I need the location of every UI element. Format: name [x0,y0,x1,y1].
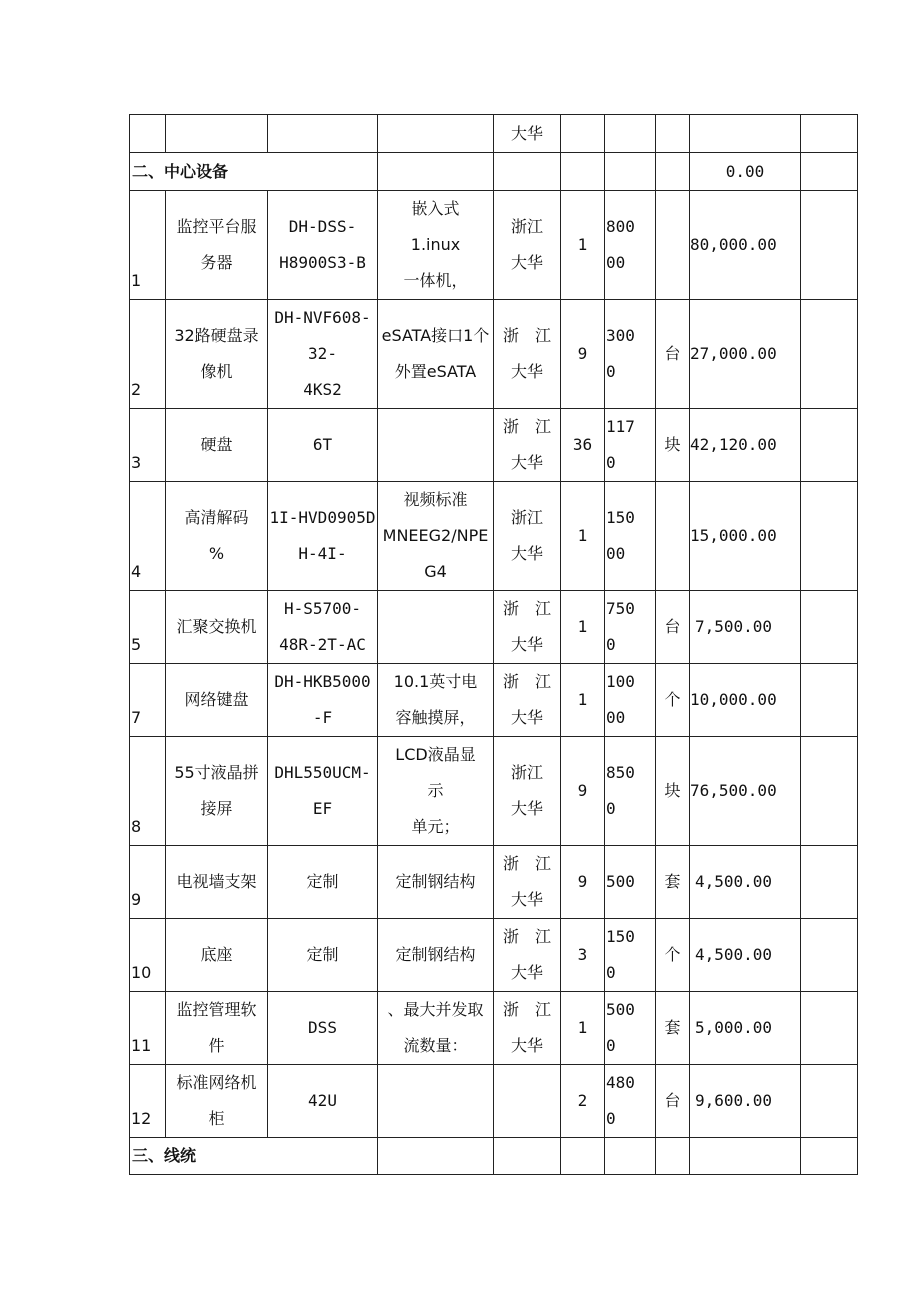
item-price-line: 117 [606,417,635,436]
item-brand-line: 浙江 [510,763,543,782]
row-index: 10 [130,919,166,992]
item-price-line: 0 [606,1036,616,1055]
item-price-line: 150 [606,508,635,527]
item-spec-line: 单元； [411,817,460,836]
item-spec-line: G4 [424,562,447,581]
item-model-line: H-S5700-48R-2T-AC [279,599,366,654]
section-header-row [130,153,858,191]
item-model-line: DHL550UCM- [274,763,371,782]
item-brand-line: 浙 江 [502,417,551,436]
item-price [605,409,656,482]
item-brand-line: 大华 [510,708,543,727]
item-spec [378,409,494,482]
item-brand-line: 浙 江 [502,854,551,873]
table-row [130,482,858,591]
item-note [801,919,858,992]
item-brand [494,300,561,409]
item-name-line: 高清解码 [184,508,249,527]
item-brand-line: 大华 [510,453,543,472]
table-row [130,300,858,409]
item-price-line: 0 [606,635,616,654]
item-amount: 10,000.00 [690,664,801,737]
item-model-line: 6T [312,435,333,454]
item-price [605,300,656,409]
item-price [605,1065,656,1138]
section-title: 二、中心设备 [130,153,378,191]
item-model-line: H-4I- [298,544,347,563]
item-brand-line: 浙 江 [502,599,551,618]
item-unit: 个 [656,664,690,737]
item-model [268,1065,378,1138]
item-amount: 7,500.00 [690,591,801,664]
item-note [801,409,858,482]
item-model [268,300,378,409]
item-model [268,409,378,482]
item-price-line: 0 [606,963,616,982]
item-spec-line: 定制钢结构 [395,945,476,964]
item-name-line: 底座 [200,945,233,964]
item-brand [494,1065,561,1138]
item-qty: 1 [561,664,605,737]
equipment-table [129,114,858,1175]
item-brand-line: 浙江 [510,217,543,236]
item-price-line: 100 [606,672,635,691]
section-header-row [130,1138,858,1175]
item-spec [378,191,494,300]
item-brand [494,992,561,1065]
item-spec-line: eSATA接口1个 [381,326,490,345]
row-index: 9 [130,846,166,919]
item-model-line: EF [312,799,333,818]
item-model [268,664,378,737]
item-model-line: DH-HKB5000 [274,672,371,691]
item-name [166,300,268,409]
item-price [605,737,656,846]
item-price [605,191,656,300]
row-index: 5 [130,591,166,664]
item-price-line: 300 [606,326,635,345]
item-amount: 42,120.00 [690,409,801,482]
item-amount: 4,500.00 [690,919,801,992]
item-model-line: 32- [308,344,337,363]
item-spec-line: 容触摸屏， [395,708,476,727]
item-name-line: 网络键盘 [184,690,249,709]
item-model-line: DSS [308,1018,337,1037]
item-price-line: 00 [606,544,626,563]
item-name [166,191,268,300]
item-model-line: 定制 [306,945,339,964]
item-price-line: 0 [606,362,616,381]
item-price [605,992,656,1065]
item-price-line: 500 [606,872,635,891]
item-price [605,664,656,737]
item-brand [494,737,561,846]
item-unit: 个 [656,919,690,992]
item-brand-line: 大华 [510,1036,543,1055]
item-spec [378,1065,494,1138]
item-note [801,300,858,409]
item-price [605,919,656,992]
item-note [801,482,858,591]
item-unit: 台 [656,300,690,409]
item-spec [378,846,494,919]
item-brand-line: 大华 [510,963,543,982]
table-row [130,992,858,1065]
item-spec-line: LCD液晶显 [395,745,476,764]
item-unit: 块 [656,409,690,482]
item-price-line: 750 [606,599,635,618]
item-spec-line: MNEEG2/NPE [382,526,489,545]
item-price-line: 150 [606,927,635,946]
item-amount: 5,000.00 [690,992,801,1065]
item-price-line: 0 [606,1109,616,1128]
item-brand-line: 大华 [510,890,543,909]
item-price-line: 00 [606,708,626,727]
item-unit: 块 [656,737,690,846]
item-unit: 套 [656,992,690,1065]
table-row [130,191,858,300]
item-brand [494,664,561,737]
item-name-line: 汇聚交换机 [176,617,257,636]
item-unit: 台 [656,1065,690,1138]
row-index: 2 [130,300,166,409]
item-model-line: 4KS2 [303,380,342,399]
item-name-line: 标准网络机 [176,1073,257,1092]
row-index: 4 [130,482,166,591]
item-name-line: 55寸液晶拼 [174,763,259,782]
item-qty: 9 [561,737,605,846]
item-model-line: DH-DSS- [288,217,357,236]
item-brand [494,846,561,919]
item-model-line: 定制 [306,872,339,891]
item-note [801,664,858,737]
item-name-line: 接屏 [200,799,233,818]
item-name-line: % [208,544,225,563]
item-name [166,591,268,664]
item-qty: 36 [561,409,605,482]
item-price [605,591,656,664]
section-total: 0.00 [690,153,801,191]
item-brand-line: 浙 江 [502,672,551,691]
item-brand-line: 大华 [510,544,543,563]
item-unit: 台 [656,591,690,664]
item-name [166,737,268,846]
item-qty: 1 [561,591,605,664]
item-name-line: 监控平台服 [176,217,257,236]
item-model [268,992,378,1065]
item-price-line: 00 [606,253,626,272]
item-note [801,1065,858,1138]
item-brand [494,919,561,992]
item-unit [656,191,690,300]
item-spec [378,664,494,737]
item-qty: 9 [561,300,605,409]
item-price-line: 500 [606,1000,635,1019]
item-brand [494,482,561,591]
item-price-line: 0 [606,799,616,818]
item-brand-line: 大华 [510,635,543,654]
item-name [166,409,268,482]
item-spec-line: 定制钢结构 [395,872,476,891]
item-model-line: H8900S3-B [279,253,366,272]
item-spec-line: 视频标准 [403,490,468,509]
item-model [268,482,378,591]
item-name [166,992,268,1065]
item-name-line: 像机 [200,362,233,381]
item-spec [378,737,494,846]
item-price [605,846,656,919]
item-name-line: 硬盘 [200,435,233,454]
row-index: 8 [130,737,166,846]
table-row [130,664,858,737]
item-qty: 1 [561,992,605,1065]
item-model [268,919,378,992]
item-spec [378,300,494,409]
item-spec-line: 流数量： [403,1036,468,1055]
item-name-line: 监控管理软 [176,1000,257,1019]
item-model-line: -F [312,708,333,727]
item-model [268,591,378,664]
item-spec [378,919,494,992]
item-note [801,737,858,846]
item-brand-line: 浙江 [510,508,543,527]
item-price-line: 0 [606,453,616,472]
item-qty: 9 [561,846,605,919]
item-price-line: 800 [606,217,635,236]
item-spec [378,992,494,1065]
item-brand [494,409,561,482]
item-amount: 80,000.00 [690,191,801,300]
item-brand-line: 浙 江 [502,1000,551,1019]
item-model-line: 42U [308,1091,337,1110]
item-spec-line: 外置eSATA [394,362,477,381]
item-brand-line: 浙 江 [502,927,551,946]
table-row [130,919,858,992]
item-spec [378,591,494,664]
item-name [166,919,268,992]
item-price [605,482,656,591]
table-row [130,1065,858,1138]
item-price-line: 480 [606,1073,635,1092]
brand-cell: 大华 [494,115,561,153]
item-qty: 1 [561,482,605,591]
table-row [130,591,858,664]
row-index: 11 [130,992,166,1065]
row-index: 12 [130,1065,166,1138]
item-model-line: DH-NVF608- [274,308,371,327]
table-row [130,115,858,153]
item-price-line: 850 [606,763,635,782]
item-note [801,846,858,919]
section-title: 三、线统 [130,1138,378,1175]
item-spec-line: 1.inux [410,235,461,254]
item-spec-line: 一体机， [403,271,468,290]
item-name [166,482,268,591]
item-amount: 4,500.00 [690,846,801,919]
item-name [166,664,268,737]
item-spec [378,482,494,591]
item-brand-line: 浙 江 [502,326,551,345]
item-name-line: 32路硬盘录 [174,326,259,345]
item-brand-line: 大华 [510,799,543,818]
item-unit [656,482,690,591]
item-name-line: 电视墙支架 [176,872,257,891]
item-model-line: 1I-HVD0905D [269,508,376,527]
item-amount: 15,000.00 [690,482,801,591]
item-brand-line: 大华 [510,253,543,272]
item-name-line: 柜 [208,1109,225,1128]
item-model [268,846,378,919]
item-qty: 3 [561,919,605,992]
item-name [166,846,268,919]
item-model [268,737,378,846]
table-row [130,846,858,919]
row-index: 7 [130,664,166,737]
item-amount: 9,600.00 [690,1065,801,1138]
item-note [801,191,858,300]
item-qty: 2 [561,1065,605,1138]
item-name [166,1065,268,1138]
item-spec-line: 示 [427,781,444,800]
table-row [130,409,858,482]
row-index: 3 [130,409,166,482]
item-unit: 套 [656,846,690,919]
item-amount: 76,500.00 [690,737,801,846]
item-amount: 27,000.00 [690,300,801,409]
row-index: 1 [130,191,166,300]
item-brand [494,591,561,664]
item-brand [494,191,561,300]
item-note [801,591,858,664]
item-qty: 1 [561,191,605,300]
item-name-line: 件 [208,1036,225,1055]
item-note [801,992,858,1065]
item-brand-line: 大华 [510,362,543,381]
item-name-line: 务器 [200,253,233,272]
item-model [268,191,378,300]
item-spec-line: 嵌入式 [411,199,460,218]
item-spec-line: 10.1英寸电 [393,672,478,691]
table-row [130,737,858,846]
item-spec-line: 、最大并发取 [387,1000,484,1019]
